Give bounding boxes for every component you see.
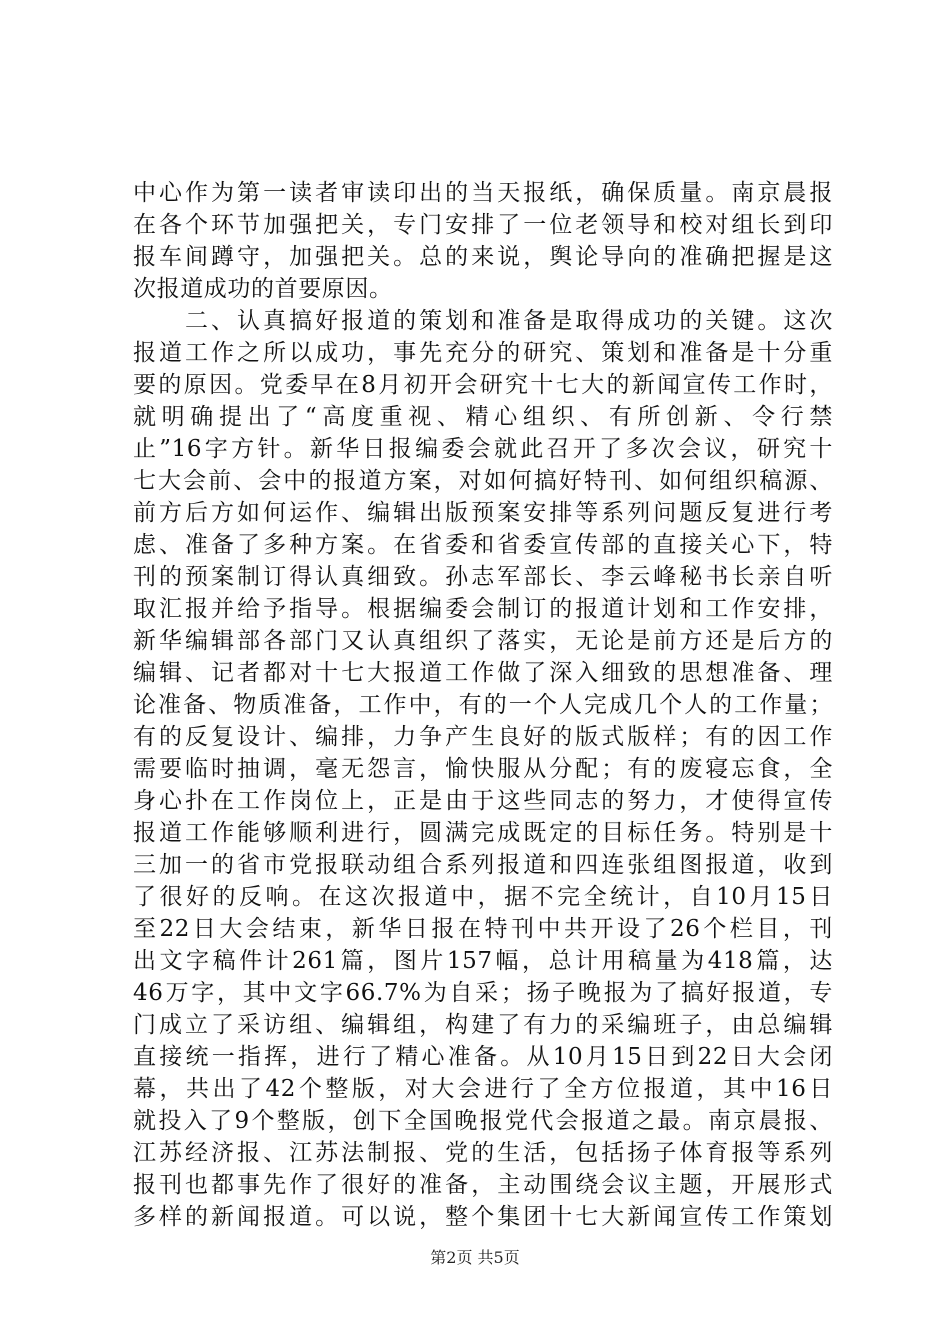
text-line: 幕，共出了42个整版，对大会进行了全方位报道，其中16日: [133, 1076, 833, 1102]
text-line: 需要临时抽调，毫无怨言，愉快服从分配；有的废寝忘食，全: [133, 756, 833, 782]
text-line: 在各个环节加强把关，专门安排了一位老领导和校对组长到印: [133, 212, 833, 238]
text-line: 报车间蹲守，加强把关。总的来说，舆论导向的准确把握是这: [133, 244, 833, 270]
text-line: 刊的预案制订得认真细致。孙志军部长、李云峰秘书长亲自听: [133, 564, 833, 590]
text-line: 多样的新闻报道。可以说，整个集团十七大新闻宣传工作策划: [133, 1204, 833, 1230]
text-line: 就明确提出了“高度重视、精心组织、有所创新、令行禁: [133, 404, 833, 430]
text-line: 直接统一指挥，进行了精心准备。从10月15日到22日大会闭: [133, 1044, 833, 1070]
text-line: 取汇报并给予指导。根据编委会制订的报道计划和工作安排，: [133, 596, 833, 622]
text-line: 七大会前、会中的报道方案，对如何搞好特刊、如何组织稿源、: [133, 468, 833, 494]
text-line: 门成立了采访组、编辑组，构建了有力的采编班子，由总编辑: [133, 1012, 833, 1038]
text-line: 至22日大会结束，新华日报在特刊中共开设了26个栏目，刊: [133, 916, 833, 942]
text-line: 虑、准备了多种方案。在省委和省委宣传部的直接关心下，特: [133, 532, 833, 558]
text-line: 二、认真搞好报道的策划和准备是取得成功的关键。这次: [133, 308, 833, 334]
text-line: 次报道成功的首要原因。: [133, 276, 393, 302]
text-line: 要的原因。党委早在8月初开会研究十七大的新闻宣传工作时，: [133, 372, 833, 398]
text-line: 中心作为第一读者审读印出的当天报纸，确保质量。南京晨报: [133, 180, 833, 206]
text-line: 三加一的省市党报联动组合系列报道和四连张组图报道，收到: [133, 852, 833, 878]
text-line: 报道工作之所以成功，事先充分的研究、策划和准备是十分重: [133, 340, 833, 366]
body-text: [133, 177, 833, 1233]
page-footer: 第2页 共5页: [430, 1248, 520, 1267]
text-line: 新华编辑部各部门又认真组织了落实，无论是前方还是后方的: [133, 628, 833, 654]
text-line: 有的反复设计、编排，力争产生良好的版式版样；有的因工作: [133, 724, 833, 750]
text-line: 江苏经济报、江苏法制报、党的生活，包括扬子体育报等系列: [133, 1140, 833, 1166]
text-line: 编辑、记者都对十七大报道工作做了深入细致的思想准备、理: [133, 660, 833, 686]
text-line: 就投入了9个整版，创下全国晚报党代会报道之最。南京晨报、: [133, 1108, 833, 1134]
text-line: 止”16字方针。新华日报编委会就此召开了多次会议，研究十: [133, 436, 833, 462]
text-line: 出文字稿件计261篇，图片157幅，总计用稿量为418篇，达: [133, 948, 833, 974]
text-line: 前方后方如何运作、编辑出版预案安排等系列问题反复进行考: [133, 500, 833, 526]
text-line: 报道工作能够顺利进行，圆满完成既定的目标任务。特别是十: [133, 820, 833, 846]
text-line: 46万字，其中文字66.7%为自采；扬子晚报为了搞好报道，专: [133, 980, 833, 1006]
text-line: 身心扑在工作岗位上，正是由于这些同志的努力，才使得宣传: [133, 788, 833, 814]
text-line: 报刊也都事先作了很好的准备，主动围绕会议主题，开展形式: [133, 1172, 833, 1198]
text-line: 论准备、物质准备，工作中，有的一个人完成几个人的工作量；: [133, 692, 833, 718]
text-line: 了很好的反响。在这次报道中，据不完全统计，自10月15日: [133, 884, 833, 910]
